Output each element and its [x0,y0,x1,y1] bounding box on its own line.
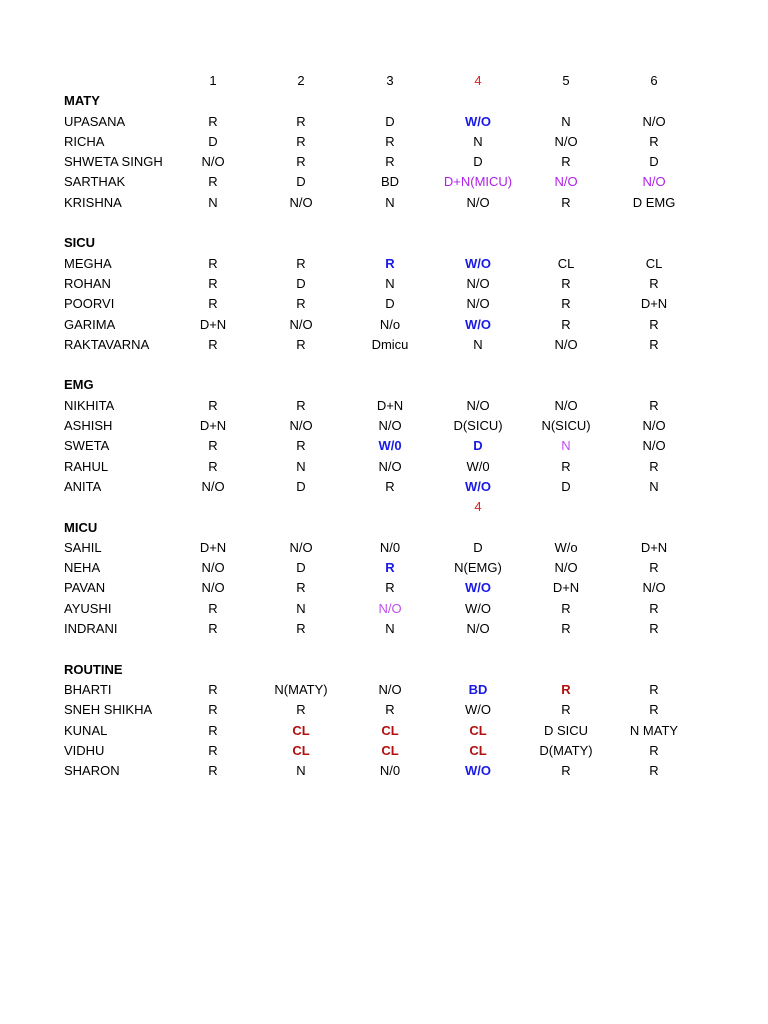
section-title-row-micu [64,518,704,538]
shift-cell: W/O [465,316,491,332]
shift-cell: D(SICU) [453,418,503,434]
shift-cell: W/O [465,702,491,718]
staff-name: UPASANA [64,113,126,129]
shift-cell: D+N [199,539,227,555]
shift-cell: N/O [642,174,666,190]
shift-cell: N/O [289,316,313,332]
shift-cell: N/O [378,458,402,474]
staff-name: ANITA [64,478,102,494]
shift-cell: D EMG [632,194,676,210]
shift-cell: N/O [289,194,313,210]
shift-cell: R [649,621,659,637]
shift-cell: W/O [465,600,491,616]
shift-cell: R [208,458,218,474]
shift-cell: D [296,174,306,190]
shift-cell: N/O [554,174,578,190]
staff-name: RAKTAVARNA [64,336,150,352]
staff-name: VIDHU [64,742,105,758]
section-title: MICU [64,519,98,535]
shift-cell: R [208,438,218,454]
shift-cell: N/O [289,418,313,434]
shift-cell: W/O [465,478,491,494]
shift-cell: R [561,194,571,210]
staff-row [64,721,704,741]
shift-cell: N/O [466,275,490,291]
staff-row [64,700,704,720]
staff-name: GARIMA [64,316,116,332]
shift-cell: D [296,275,306,291]
staff-row [64,477,704,497]
shift-cell: R [296,113,306,129]
shift-cell: N/O [289,539,313,555]
shift-cell: D [561,478,571,494]
shift-cell: R [296,336,306,352]
shift-cell: R [649,681,659,697]
shift-cell: R [296,397,306,413]
shift-cell: W/0 [378,438,402,454]
staff-row [64,112,704,132]
shift-cell: R [649,316,659,332]
day-number-4: 4 [474,73,482,88]
shift-cell: N [296,458,306,474]
shift-cell: D+N [199,316,227,332]
shift-cell: R [561,275,571,291]
shift-cell: W/O [465,113,491,129]
shift-cell: R [296,296,306,312]
shift-cell: R [561,296,571,312]
shift-cell: R [208,681,218,697]
shift-cell: R [208,397,218,413]
shift-cell: R [296,255,306,271]
day-number-2: 2 [297,73,305,88]
shift-cell: N MATY [629,722,679,738]
staff-name: BHARTI [64,681,112,697]
shift-cell: R [561,458,571,474]
shift-cell: BD [468,681,488,697]
section-spacer [64,639,704,659]
shift-cell: N [561,113,571,129]
staff-name: SARTHAK [64,174,126,190]
section-title-row-emg [64,375,704,395]
shift-cell: R [385,255,395,271]
shift-cell: N/0 [379,539,401,555]
staff-row [64,436,704,456]
staff-row [64,294,704,314]
staff-row [64,599,704,619]
shift-cell: N/O [466,296,490,312]
shift-cell: R [385,154,395,170]
section-title: ROUTINE [64,661,123,677]
shift-cell: R [561,316,571,332]
shift-cell: D+N(MICU) [443,174,513,190]
shift-cell: D(MATY) [539,742,593,758]
shift-cell: N/O [554,133,578,149]
shift-cell: D [649,154,659,170]
shift-cell: W/O [465,763,491,779]
staff-row [64,761,704,781]
staff-name: POORVI [64,296,115,312]
shift-cell: R [208,336,218,352]
shift-cell: R [561,154,571,170]
staff-name: AYUSHI [64,600,112,616]
shift-cell: R [649,336,659,352]
staff-row [64,193,704,213]
shift-cell: N/O [642,113,666,129]
shift-cell: D+N [376,397,404,413]
shift-cell: N/O [466,194,490,210]
shift-cell: R [649,133,659,149]
shift-cell: R [649,742,659,758]
staff-row [64,619,704,639]
shift-cell: R [649,458,659,474]
staff-row [64,152,704,172]
staff-name: KUNAL [64,722,108,738]
shift-cell: N [385,275,395,291]
shift-cell: D [385,113,395,129]
staff-name: SAHIL [64,539,102,555]
shift-cell: CL [381,722,399,738]
shift-cell: D+N [552,580,580,596]
section-title: SICU [64,235,96,251]
section-title-row-sicu [64,233,704,253]
shift-cell: N/O [642,580,666,596]
shift-cell: R [296,154,306,170]
shift-cell: R [649,560,659,576]
shift-cell: N [561,438,571,454]
shift-cell: D SICU [543,722,589,738]
shift-cell: R [208,763,218,779]
shift-cell: N/O [378,681,402,697]
shift-cell: R [385,702,395,718]
staff-row [64,396,704,416]
shift-cell: N/O [201,478,225,494]
staff-name: KRISHNA [64,194,122,210]
shift-cell: N/O [554,397,578,413]
shift-cell: W/O [465,580,491,596]
shift-cell: N [649,478,659,494]
staff-name: NIKHITA [64,397,115,413]
roster-table [64,71,704,781]
shift-cell: N(SICU) [541,418,591,434]
shift-cell: R [296,702,306,718]
section-title: MATY [64,93,100,109]
shift-cell: N(MATY) [274,681,328,697]
staff-name: SWETA [64,438,110,454]
shift-cell: CL [381,742,399,758]
shift-cell: R [385,580,395,596]
shift-cell: N/O [201,560,225,576]
shift-cell: W/o [554,539,578,555]
shift-cell: N/O [642,438,666,454]
shift-cell: R [385,478,395,494]
staff-name: ASHISH [64,418,113,434]
shift-cell: D [473,438,483,454]
shift-cell: N/O [642,418,666,434]
staff-row [64,538,704,558]
shift-cell: R [561,763,571,779]
shift-cell: R [561,681,571,697]
shift-cell: D+N [199,418,227,434]
shift-cell: D [208,133,218,149]
shift-cell: D+N [640,539,668,555]
shift-cell: R [296,438,306,454]
staff-name: NEHA [64,560,101,576]
shift-cell: R [208,722,218,738]
shift-cell: R [208,255,218,271]
shift-cell: N/O [378,418,402,434]
staff-name: SNEH SHIKHA [64,702,153,718]
staff-row [64,497,704,517]
staff-row [64,132,704,152]
shift-cell: R [208,600,218,616]
shift-cell: CL [292,742,310,758]
staff-name: RICHA [64,133,105,149]
day-number-1: 1 [209,73,217,88]
shift-cell: R [208,702,218,718]
shift-cell: N [296,763,306,779]
staff-name: PAVAN [64,580,106,596]
shift-cell: R [561,702,571,718]
section-spacer [64,355,704,375]
staff-name: SHWETA SINGH [64,154,163,170]
shift-cell: N/O [466,621,490,637]
staff-name: SHARON [64,763,120,779]
shift-cell: R [208,174,218,190]
shift-cell: N [473,133,483,149]
staff-row [64,172,704,192]
shift-cell: R [385,560,395,576]
staff-name: INDRANI [64,621,118,637]
shift-cell: R [208,296,218,312]
shift-cell: N/O [554,560,578,576]
shift-cell: R [208,742,218,758]
shift-cell: R [649,397,659,413]
day-number-5: 5 [562,73,570,88]
shift-cell: R [561,621,571,637]
shift-cell: N/o [379,316,401,332]
staff-row [64,416,704,436]
shift-cell: D [473,154,483,170]
shift-cell: R [296,580,306,596]
shift-cell: N [208,194,218,210]
shift-cell: D+N [640,296,668,312]
shift-cell: R [649,275,659,291]
staff-row [64,254,704,274]
shift-cell: N/O [201,580,225,596]
shift-cell: CL [557,255,575,271]
shift-cell: CL [645,255,663,271]
shift-cell: D [385,296,395,312]
staff-row [64,680,704,700]
shift-cell: N [385,194,395,210]
staff-name: RAHUL [64,458,109,474]
shift-cell: N/O [201,154,225,170]
shift-cell: R [208,621,218,637]
staff-name: ROHAN [64,275,111,291]
shift-cell: R [208,113,218,129]
shift-cell: BD [380,174,400,190]
shift-cell: W/0 [466,458,490,474]
shift-cell: Dmicu [371,336,409,352]
staff-row [64,578,704,598]
shift-cell: CL [469,722,487,738]
staff-row [64,457,704,477]
shift-cell: R [649,702,659,718]
shift-cell: R [649,600,659,616]
day-number-3: 3 [386,73,394,88]
shift-cell: N/O [466,397,490,413]
staff-row [64,315,704,335]
shift-cell: D [473,539,483,555]
staff-row [64,558,704,578]
shift-cell: D [296,560,306,576]
staff-row [64,335,704,355]
shift-cell: N [385,621,395,637]
shift-cell: W/O [465,255,491,271]
section-title: EMG [64,377,94,393]
shift-cell: R [208,275,218,291]
shift-cell: N/O [554,336,578,352]
shift-cell: R [296,621,306,637]
shift-cell: R [296,133,306,149]
shift-cell: N(EMG) [454,560,502,576]
staff-name: MEGHA [64,255,112,271]
shift-cell: CL [469,742,487,758]
shift-cell: R [385,133,395,149]
staff-row [64,741,704,761]
day-header-row [64,71,704,91]
day-number-6: 6 [650,73,658,88]
shift-cell: CL [292,722,310,738]
shift-cell: R [561,600,571,616]
shift-cell: N [296,600,306,616]
section-spacer [64,213,704,233]
shift-cell: N/0 [379,763,401,779]
shift-cell: 4 [474,499,482,515]
shift-cell: R [649,763,659,779]
section-title-row-maty [64,91,704,111]
staff-row [64,274,704,294]
shift-cell: N [473,336,483,352]
shift-cell: D [296,478,306,494]
section-title-row-routine [64,660,704,680]
shift-cell: N/O [378,600,402,616]
